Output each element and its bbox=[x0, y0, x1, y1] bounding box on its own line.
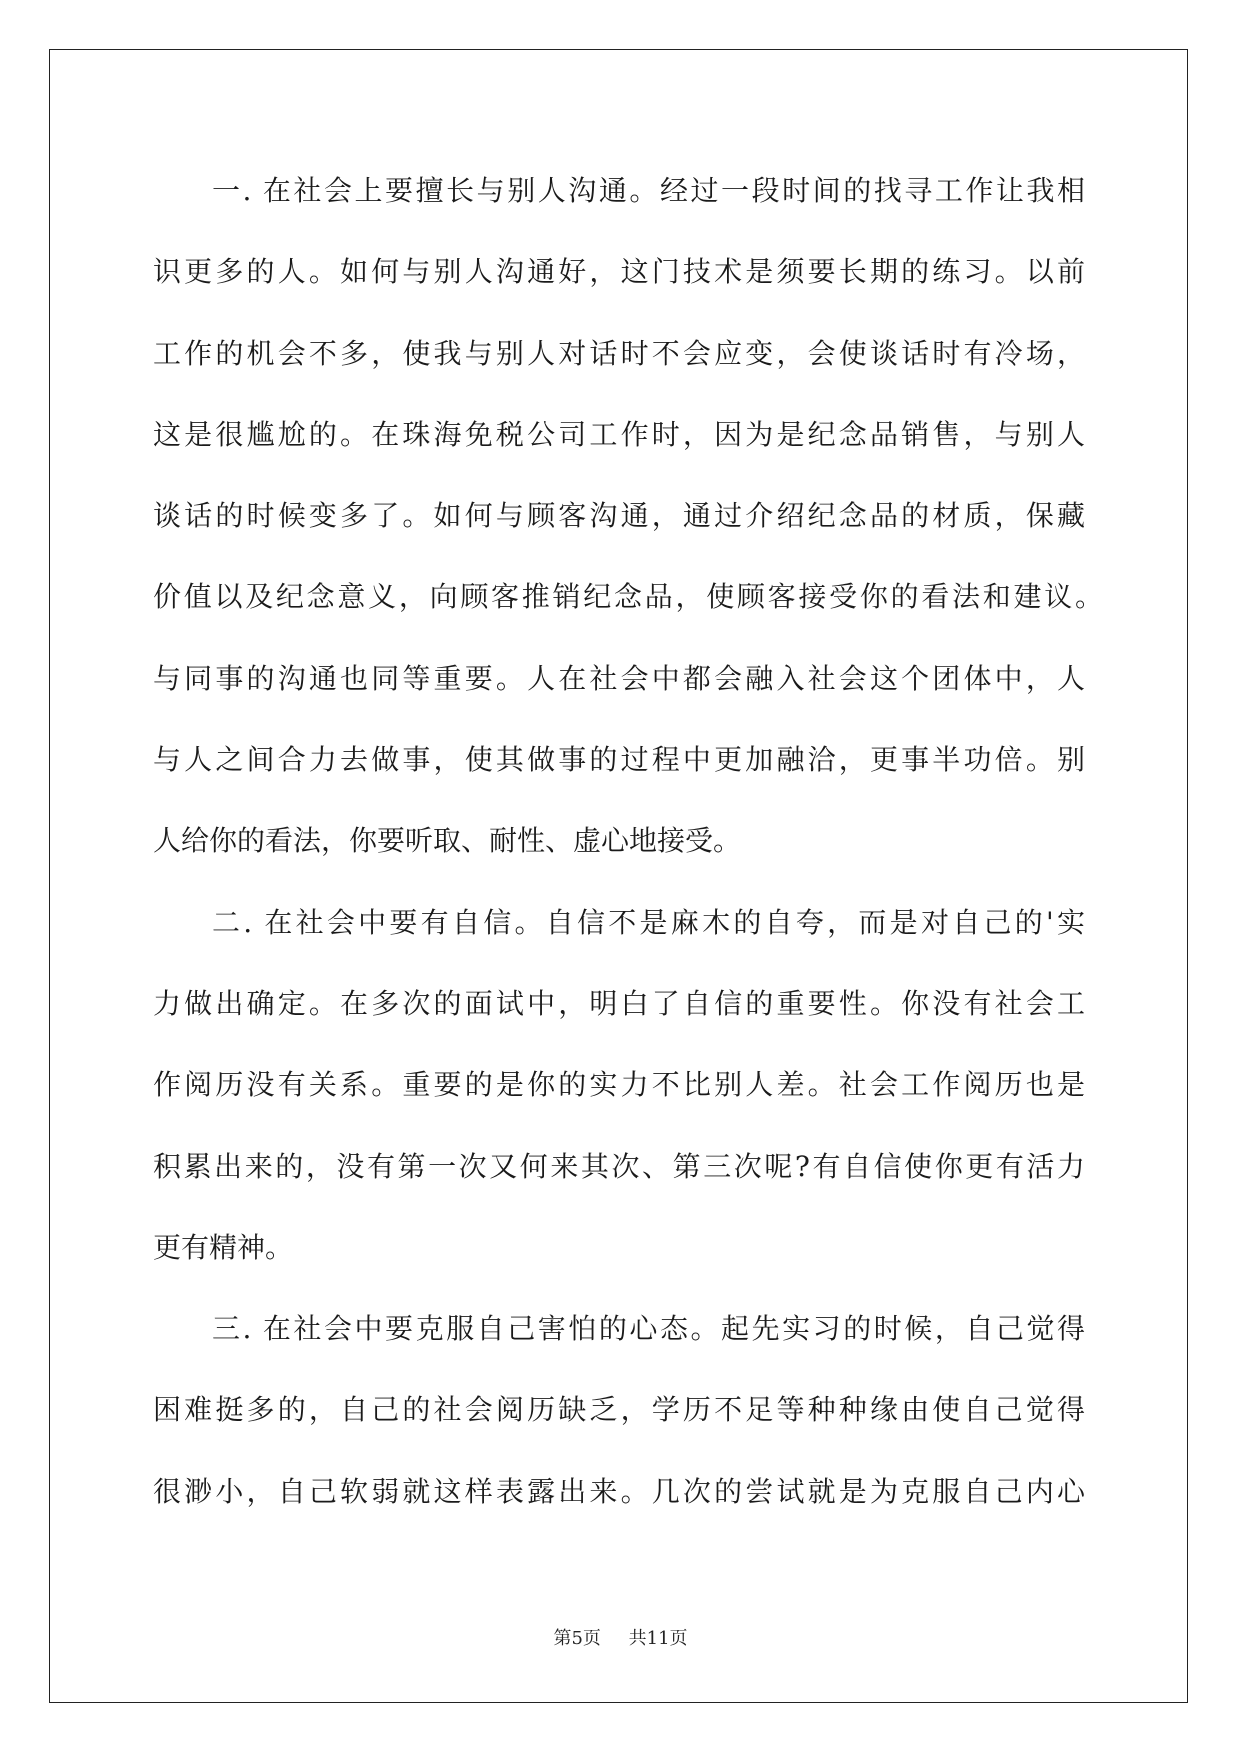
text-line: 力做出确定。在多次的面试中，明白了自信的重要性。你没有社会工 bbox=[153, 986, 1085, 1020]
document-body bbox=[153, 150, 1103, 1532]
text-line: 识更多的人。如何与别人沟通好，这门技术是须要长期的练习。以前 bbox=[153, 255, 1085, 289]
text-line: 困难挺多的，自己的社会阅历缺乏，学历不足等种种缘由使自己觉得 bbox=[153, 1393, 1085, 1427]
text-line: 积累出来的，没有第一次又何来其次、第三次呢?有自信使你更有活力 bbox=[153, 1149, 1085, 1183]
text-line: 与人之间合力去做事，使其做事的过程中更加融洽，更事半功倍。别 bbox=[153, 743, 1085, 777]
text-line: 二. 在社会中要有自信。自信不是麻木的自夸，而是对自己的'实 bbox=[212, 905, 1085, 939]
text-line: 与同事的沟通也同等重要。人在社会中都会融入社会这个团体中，人 bbox=[153, 661, 1085, 695]
text-line: 更有精神。 bbox=[153, 1230, 294, 1264]
paragraph-3 bbox=[153, 1288, 1085, 1532]
text-line: 价值以及纪念意义，向顾客推销纪念品，使顾客接受你的看法和建议。 bbox=[153, 580, 1103, 614]
page-footer bbox=[0, 1626, 1241, 1652]
text-line: 一. 在社会上要擅长与别人沟通。经过一段时间的找寻工作让我相 bbox=[212, 174, 1085, 207]
text-line: 作阅历没有关系。重要的是你的实力不比别人差。社会工作阅历也是 bbox=[153, 1068, 1085, 1102]
text-line: 三. 在社会中要克服自己害怕的心态。起先实习的时候，自己觉得 bbox=[212, 1312, 1085, 1346]
page-total: 共11页 bbox=[628, 1628, 688, 1649]
page-number: 第5页 bbox=[553, 1628, 601, 1649]
text-line: 谈话的时候变多了。如何与顾客沟通，通过介绍纪念品的材质，保藏 bbox=[153, 499, 1085, 533]
text-line: 人给你的看法，你要听取、耐性、虚心地接受。 bbox=[153, 824, 742, 858]
paragraph-1 bbox=[153, 150, 1103, 882]
paragraph-2 bbox=[153, 882, 1085, 1288]
text-line: 这是很尴尬的。在珠海免税公司工作时，因为是纪念品销售，与别人 bbox=[153, 417, 1085, 451]
text-line: 工作的机会不多，使我与别人对话时不会应变，会使谈话时有冷场， bbox=[153, 336, 1085, 370]
text-line: 很渺小，自己软弱就这样表露出来。几次的尝试就是为克服自己内心 bbox=[153, 1474, 1085, 1508]
